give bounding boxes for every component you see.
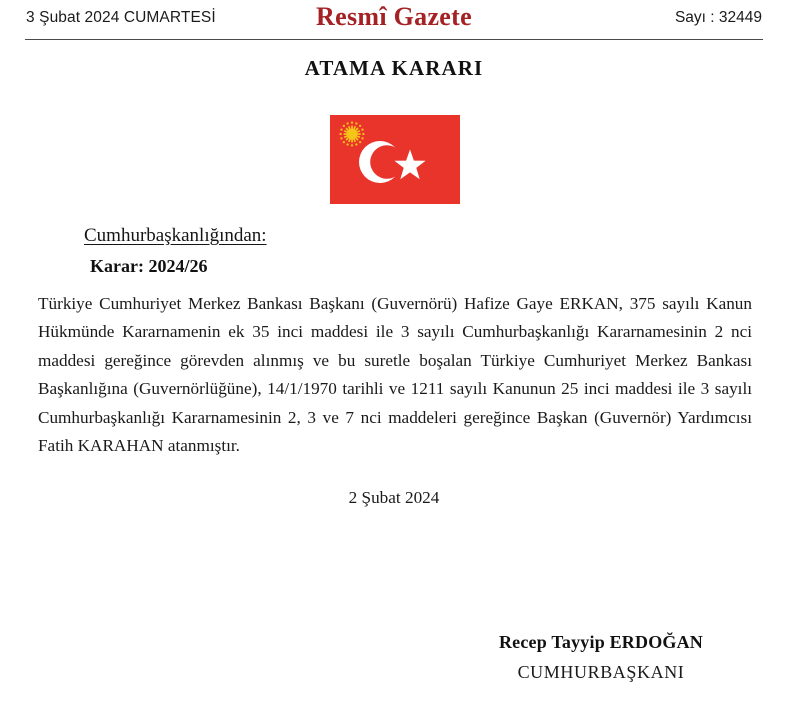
issuing-authority: Cumhurbaşkanlığından:: [84, 225, 267, 246]
decree-body-text: Türkiye Cumhuriyet Merkez Bankası Başkanı (Guvernörü) Hafize Gaye ERKAN, 375 sayılı Kanun Hükmünde Kararnamenin ek 35 inci maddesi ile 3 sayılı Cumhurbaşkanlığı Kararnamesinin 2 nci maddesi gereğince görevden alınmış ve bu suretle boşalan Türkiye Cumhuriyet Merkez Bankası Başkanlığına (Guvernörlüğüne), 14/1/1970 tarihli ve 1211 sayılı Kanunun 25 inci maddesi ile 3 sayılı Cumhurbaşkanlığı Kararnamesinin 2, 3 ve 7 nci maddeleri gereğince Başkan (Guvernör) Yardımcısı Fatih KARAHAN atanmıştır.: [38, 294, 752, 456]
decree-date: 2 Şubat 2024: [348, 488, 440, 507]
signatory-name: Recep Tayyip ERDOĞAN: [498, 632, 704, 652]
signature-block: [436, 632, 766, 683]
signatory-title: CUMHURBAŞKANI: [517, 662, 685, 682]
masthead-divider: [25, 39, 763, 40]
decision-number: Karar: 2024/26: [90, 256, 208, 276]
gazette-issue-number: Sayı : 32449: [674, 9, 762, 26]
page-title: ATAMA KARARI: [304, 56, 484, 80]
masthead: [0, 0, 788, 42]
gazette-date: 3 Şubat 2024 CUMARTESİ: [26, 9, 216, 26]
turkish-flag-svg: [330, 115, 460, 204]
turkish-flag-icon: [330, 115, 460, 204]
gazette-title: Resmî Gazete: [316, 2, 472, 31]
